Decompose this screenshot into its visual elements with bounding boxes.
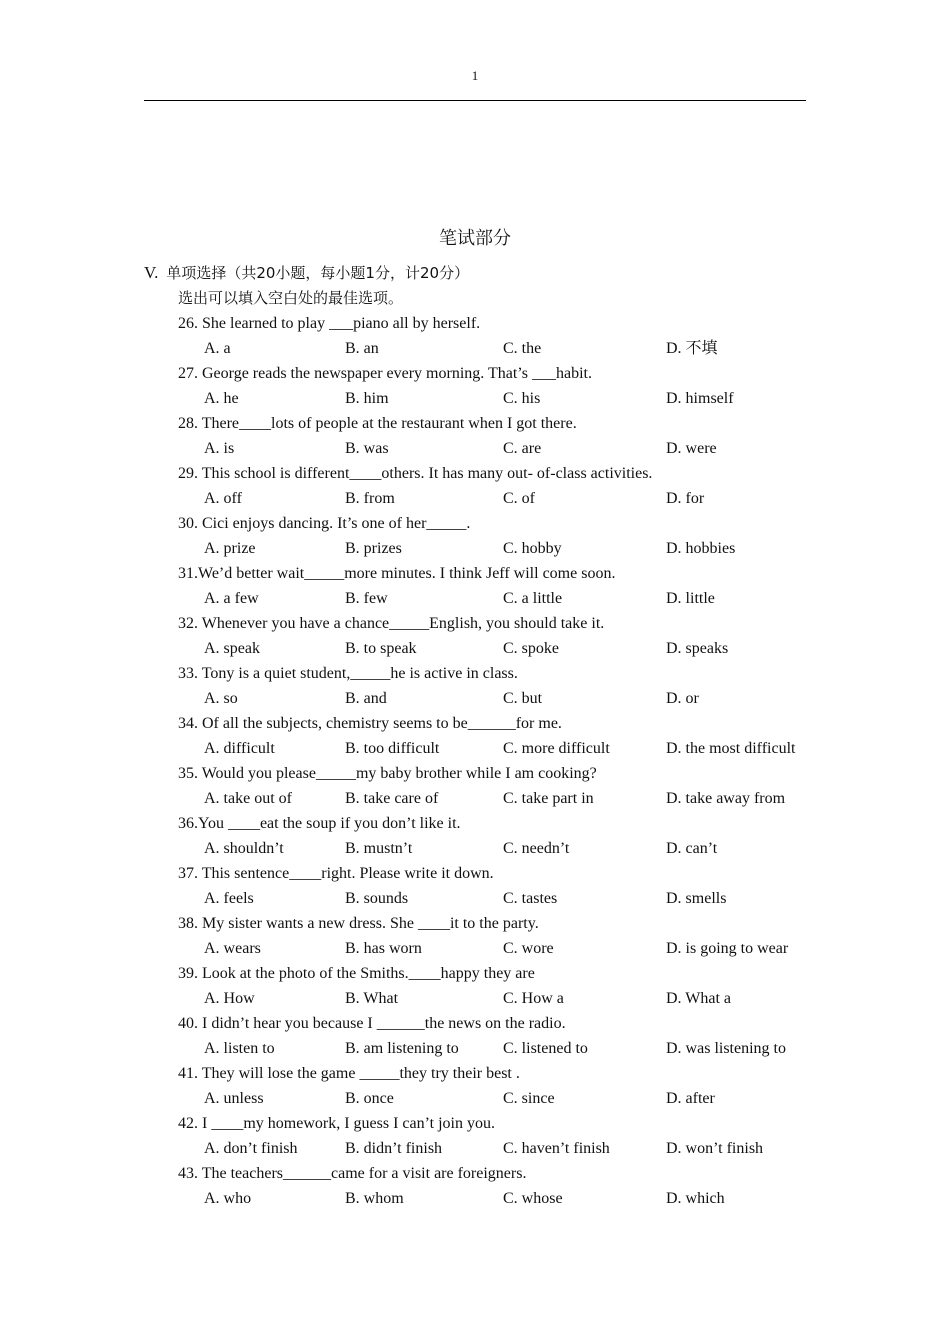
question-item	[178, 1113, 818, 1163]
answer-options	[178, 1088, 818, 1113]
question-stem: 32. Whenever you have a chance_____English, you should take it.	[178, 615, 605, 632]
option-a: A. wears	[204, 940, 261, 957]
option-a: A. feels	[204, 890, 254, 907]
question-item	[178, 663, 818, 713]
question-stem: 36.You ____eat the soup if you don’t like it.	[178, 815, 461, 832]
option-c: C. are	[503, 440, 542, 457]
option-b: B. him	[345, 390, 389, 407]
question-stem: 40. I didn’t hear you because I ______the news on the radio.	[178, 1015, 566, 1032]
option-d: D. can’t	[666, 840, 718, 857]
question-item	[178, 763, 818, 813]
question-item	[178, 413, 818, 463]
option-a: A. is	[204, 440, 235, 457]
answer-options	[178, 688, 818, 713]
option-b: B. too difficult	[345, 740, 440, 757]
option-b: B. prizes	[345, 540, 402, 557]
answer-options	[178, 838, 818, 863]
question-stem: 41. They will lose the game _____they try their best .	[178, 1065, 520, 1082]
question-item	[178, 1063, 818, 1113]
option-a: A. How	[204, 990, 255, 1007]
option-b: B. didn’t finish	[345, 1140, 443, 1157]
answer-options	[178, 588, 818, 613]
option-c: C. but	[503, 690, 543, 707]
option-c: C. needn’t	[503, 840, 570, 857]
option-c: C. since	[503, 1090, 555, 1107]
option-c: C. whose	[503, 1190, 563, 1207]
option-b: B. What	[345, 990, 399, 1007]
question-item	[178, 563, 818, 613]
answer-options	[178, 538, 818, 563]
option-d: D. won’t finish	[666, 1140, 764, 1157]
section-title: 笔试部分	[439, 228, 511, 249]
option-a: A. prize	[204, 540, 256, 557]
option-a: A. shouldn’t	[204, 840, 284, 857]
question-item	[178, 1163, 818, 1213]
answer-options	[178, 488, 818, 513]
option-c: C. his	[503, 390, 541, 407]
answer-options	[178, 788, 818, 813]
option-b: B. take care of	[345, 790, 439, 807]
option-d: D. for	[666, 490, 705, 507]
question-item	[178, 463, 818, 513]
option-d: D. himself	[666, 390, 734, 407]
answer-options	[178, 1038, 818, 1063]
option-a: A. off	[204, 490, 242, 507]
option-a: A. listen to	[204, 1040, 275, 1057]
option-c: C. wore	[503, 940, 554, 957]
option-a: A. he	[204, 390, 239, 407]
option-d: D. is going to wear	[666, 940, 789, 957]
option-c: C. the	[503, 340, 542, 357]
option-a: A. unless	[204, 1090, 264, 1107]
question-stem: 35. Would you please_____my baby brother while I am cooking?	[178, 765, 597, 782]
answer-options	[178, 738, 818, 763]
option-d: D. take away from	[666, 790, 786, 807]
option-a: A. a few	[204, 590, 259, 607]
option-c: C. take part in	[503, 790, 594, 807]
option-d: D. were	[666, 440, 717, 457]
question-item	[178, 313, 818, 363]
question-stem: 42. I ____my homework, I guess I can’t join you.	[178, 1115, 495, 1132]
option-d: D. the most difficult	[666, 740, 796, 757]
option-d: D. which	[666, 1190, 725, 1207]
option-c: C. a little	[503, 590, 563, 607]
option-d: D. What a	[666, 990, 732, 1007]
answer-options	[178, 338, 818, 363]
option-d: D. hobbies	[666, 540, 736, 557]
header-rule	[144, 100, 806, 101]
option-b: B. whom	[345, 1190, 404, 1207]
question-item	[178, 713, 818, 763]
option-a: A. speak	[204, 640, 260, 657]
question-stem: 26. She learned to play ___piano all by herself.	[178, 315, 481, 332]
option-b: B. once	[345, 1090, 394, 1107]
option-c: C. of	[503, 490, 535, 507]
part-title: 单项选择（共20小题，每小题1分，计20分）	[166, 264, 470, 282]
question-item	[178, 913, 818, 963]
option-a: A. take out of	[204, 790, 292, 807]
answer-options	[178, 888, 818, 913]
question-item	[178, 863, 818, 913]
option-d: D. little	[666, 590, 715, 607]
question-item	[178, 813, 818, 863]
answer-options	[178, 388, 818, 413]
question-stem: 30. Cici enjoys dancing. It’s one of her_____.	[178, 515, 471, 532]
option-b: B. am listening to	[345, 1040, 459, 1057]
option-b: B. mustn’t	[345, 840, 413, 857]
part-heading	[144, 262, 469, 283]
option-c: C. hobby	[503, 540, 562, 557]
answer-options	[178, 638, 818, 663]
question-item	[178, 513, 818, 563]
option-d: D. 不填	[666, 340, 718, 357]
question-stem: 34. Of all the subjects, chemistry seems to be______for me.	[178, 715, 562, 732]
question-list	[178, 313, 818, 1213]
option-b: B. few	[345, 590, 388, 607]
option-b: B. has worn	[345, 940, 422, 957]
question-stem: 39. Look at the photo of the Smiths.____happy they are	[178, 965, 535, 982]
question-stem: 31.We’d better wait_____more minutes. I think Jeff will come soon.	[178, 565, 616, 582]
question-stem: 28. There____lots of people at the restaurant when I got there.	[178, 415, 577, 432]
option-a: A. don’t finish	[204, 1140, 298, 1157]
option-d: D. or	[666, 690, 699, 707]
option-b: B. an	[345, 340, 379, 357]
answer-options	[178, 938, 818, 963]
question-stem: 37. This sentence____right. Please write it down.	[178, 865, 494, 882]
option-b: B. and	[345, 690, 387, 707]
answer-options	[178, 1188, 818, 1213]
question-item	[178, 363, 818, 413]
question-stem: 43. The teachers______came for a visit are foreigners.	[178, 1165, 527, 1182]
option-a: A. difficult	[204, 740, 275, 757]
option-c: C. haven’t finish	[503, 1140, 610, 1157]
answer-options	[178, 438, 818, 463]
question-stem: 27. George reads the newspaper every morning. That’s ___habit.	[178, 365, 592, 382]
option-b: B. was	[345, 440, 389, 457]
option-c: C. spoke	[503, 640, 559, 657]
question-stem: 29. This school is different____others. It has many out- of-class activities.	[178, 465, 653, 482]
page-number: 1	[471, 68, 479, 83]
option-a: A. so	[204, 690, 238, 707]
option-c: C. tastes	[503, 890, 558, 907]
option-b: B. sounds	[345, 890, 409, 907]
question-stem: 38. My sister wants a new dress. She ____it to the party.	[178, 915, 539, 932]
option-c: C. listened to	[503, 1040, 588, 1057]
part-roman-numeral: V.	[144, 263, 159, 282]
option-a: A. who	[204, 1190, 252, 1207]
question-stem: 33. Tony is a quiet student,_____he is active in class.	[178, 665, 518, 682]
option-b: B. from	[345, 490, 395, 507]
answer-options	[178, 1138, 818, 1163]
option-d: D. smells	[666, 890, 727, 907]
question-item	[178, 1013, 818, 1063]
option-c: C. How a	[503, 990, 564, 1007]
question-item	[178, 613, 818, 663]
answer-options	[178, 988, 818, 1013]
option-b: B. to speak	[345, 640, 417, 657]
option-c: C. more difficult	[503, 740, 610, 757]
option-d: D. was listening to	[666, 1040, 786, 1057]
question-item	[178, 963, 818, 1013]
instruction-text: 选出可以填入空白处的最佳选项。	[178, 289, 404, 307]
option-d: D. speaks	[666, 640, 729, 657]
option-a: A. a	[204, 340, 231, 357]
option-d: D. after	[666, 1090, 715, 1107]
